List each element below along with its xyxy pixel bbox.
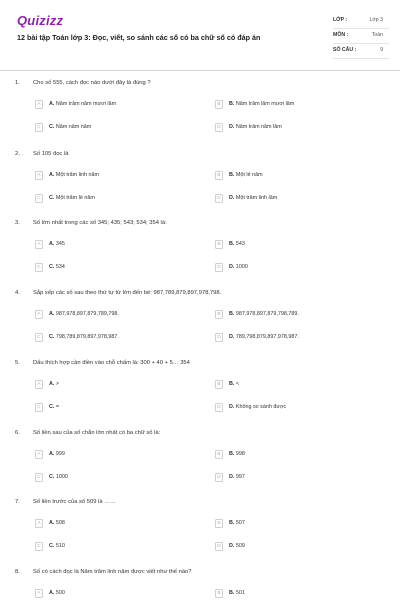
option-text <box>229 101 294 107</box>
question-text: Cho số 555, cách đọc nào dưới đây là đúng ? <box>33 80 151 86</box>
option-key-box: C <box>35 123 43 132</box>
option-key-box: D <box>215 333 223 342</box>
option-text <box>229 264 248 270</box>
option-label: 508 <box>55 520 65 526</box>
question-number: 6. <box>15 430 20 436</box>
option-text <box>49 195 95 201</box>
option-key-box: C <box>35 403 43 412</box>
option-letter: A. <box>49 172 55 178</box>
question-number: 7. <box>15 499 20 505</box>
option-key-box: B <box>215 100 223 109</box>
option-text <box>49 381 59 387</box>
option-text <box>49 404 59 410</box>
meta-value: Lớp 3 <box>369 17 383 23</box>
question-2 <box>0 151 400 211</box>
option-text <box>229 195 277 201</box>
answer-option-a[interactable] <box>35 310 205 323</box>
option-letter: D. <box>229 474 235 480</box>
answer-option-d[interactable] <box>215 542 385 555</box>
answer-option-b[interactable] <box>215 380 385 393</box>
option-key-box: A <box>35 310 43 319</box>
option-label: 798,789,879,897,978,987. <box>55 334 119 340</box>
option-letter: D. <box>229 264 235 270</box>
question-number: 2. <box>15 151 20 157</box>
option-text <box>49 124 91 130</box>
option-label: 987,978,897,879,798,789. <box>235 311 299 317</box>
question-text: Sắp xếp các số sau theo thứ tự từ lớn đến bé: 987,789,879,897,978,798. <box>33 290 222 296</box>
option-key-box: B <box>215 171 223 180</box>
option-letter: B. <box>229 520 235 526</box>
question-8 <box>0 569 400 600</box>
option-key-box: D <box>215 473 223 482</box>
option-label: Năm trăm năm mươi lăm <box>55 101 117 107</box>
meta-label: SỐ CÂU : <box>333 47 357 53</box>
answer-option-d[interactable] <box>215 473 385 486</box>
option-label: Năm trăm lăm mươi lăm <box>235 101 295 107</box>
option-label: 1000 <box>55 474 68 480</box>
question-number: 5. <box>15 360 20 366</box>
option-label: 997 <box>235 474 245 480</box>
option-label: Một lẻ năm <box>235 172 263 178</box>
option-text <box>49 264 65 270</box>
option-text <box>49 172 99 178</box>
option-label: 501 <box>235 590 245 596</box>
option-letter: B. <box>229 381 235 387</box>
option-text <box>49 543 65 549</box>
answer-option-d[interactable] <box>215 194 385 207</box>
option-text <box>49 474 68 480</box>
option-key-box: C <box>35 194 43 203</box>
option-key-box: B <box>215 450 223 459</box>
answer-option-d[interactable] <box>215 263 385 276</box>
question-number: 4. <box>15 290 20 296</box>
answer-option-b[interactable] <box>215 519 385 532</box>
question-text: Số có cách đọc là Năm trăm linh năm được viết như thế nào? <box>33 569 192 575</box>
option-text <box>229 124 282 130</box>
option-key-box: D <box>215 542 223 551</box>
question-text: Số 105 đọc là <box>33 151 69 157</box>
option-label: > <box>55 381 60 387</box>
option-key-box: D <box>215 263 223 272</box>
meta-label: LỚP : <box>333 17 348 23</box>
page-title: 12 bài tập Toán lớp 3: Đọc, viết, so sánh các số có ba chữ số có đáp án <box>17 33 261 42</box>
option-key-box: B <box>215 240 223 249</box>
option-text <box>49 311 119 317</box>
option-text <box>49 590 65 596</box>
meta-row-subject <box>333 29 389 44</box>
option-label: 543 <box>235 241 245 247</box>
answer-option-b[interactable] <box>215 589 385 600</box>
option-label: = <box>55 404 60 410</box>
option-text <box>229 172 263 178</box>
question-text: Số liền sau của số chẵn lớn nhất có ba chữ số là: <box>33 430 161 436</box>
option-text <box>49 451 65 457</box>
answer-option-a[interactable] <box>35 450 205 463</box>
option-key-box: B <box>215 310 223 319</box>
option-text <box>229 334 299 340</box>
quizizz-logo: Quizizz <box>17 13 64 28</box>
option-letter: B. <box>229 590 235 596</box>
option-text <box>229 381 239 387</box>
option-key-box: C <box>35 542 43 551</box>
option-text <box>49 241 65 247</box>
answer-option-a[interactable] <box>35 240 205 253</box>
option-letter: B. <box>229 172 235 178</box>
answer-option-c[interactable] <box>35 333 205 346</box>
option-letter: A. <box>49 241 55 247</box>
option-label: 789,798,879,897,978,987. <box>235 334 299 340</box>
option-text <box>49 101 116 107</box>
option-letter: B. <box>229 451 235 457</box>
option-text <box>229 590 245 596</box>
meta-value: Toán <box>371 32 383 38</box>
answer-option-a[interactable] <box>35 589 205 600</box>
option-letter: D. <box>229 334 235 340</box>
option-key-box: D <box>215 403 223 412</box>
answer-option-b[interactable] <box>215 100 385 113</box>
option-letter: A. <box>49 311 55 317</box>
option-letter: C. <box>49 474 55 480</box>
question-3 <box>0 220 400 280</box>
option-letter: A. <box>49 590 55 596</box>
answer-option-c[interactable] <box>35 403 205 416</box>
option-letter: B. <box>229 311 235 317</box>
option-key-box: D <box>215 194 223 203</box>
answer-option-a[interactable] <box>35 171 205 184</box>
question-number: 8. <box>15 569 20 575</box>
option-label: Năm năm năm <box>55 124 92 130</box>
option-letter: D. <box>229 543 235 549</box>
answer-option-a[interactable] <box>35 519 205 532</box>
option-label: 510 <box>55 543 65 549</box>
option-label: 987,978,897,879,789,798. <box>55 311 119 317</box>
option-letter: C. <box>49 334 55 340</box>
answer-option-d[interactable] <box>215 333 385 346</box>
header <box>0 0 400 66</box>
option-key-box: A <box>35 450 43 459</box>
option-label: Không so sánh được <box>235 404 287 410</box>
question-7 <box>0 499 400 559</box>
option-text <box>49 334 119 340</box>
answer-option-b[interactable] <box>215 450 385 463</box>
option-label: 999 <box>55 451 65 457</box>
question-4 <box>0 290 400 350</box>
option-letter: D. <box>229 195 235 201</box>
option-letter: C. <box>49 264 55 270</box>
option-key-box: B <box>215 380 223 389</box>
question-6 <box>0 430 400 490</box>
option-key-box: B <box>215 589 223 598</box>
option-letter: C. <box>49 124 55 130</box>
option-key-box: C <box>35 333 43 342</box>
meta-row-count <box>333 44 389 59</box>
option-label: < <box>235 381 240 387</box>
meta-label: MÔN : <box>333 32 349 38</box>
option-key-box: A <box>35 380 43 389</box>
option-label: 1000 <box>235 264 248 270</box>
question-text: Dấu thích hợp cần điền vào chỗ chấm là: 300 + 40 + 5… 354 <box>33 360 190 366</box>
option-label: Một trăm linh lăm <box>235 195 278 201</box>
option-key-box: A <box>35 519 43 528</box>
option-letter: A. <box>49 101 55 107</box>
option-label: 534 <box>55 264 65 270</box>
meta-value: 9 <box>380 47 383 53</box>
option-letter: B. <box>229 241 235 247</box>
option-key-box: B <box>215 519 223 528</box>
option-text <box>229 311 299 317</box>
answer-option-a[interactable] <box>35 100 205 113</box>
option-label: 998 <box>235 451 245 457</box>
option-key-box: C <box>35 473 43 482</box>
option-text <box>229 241 245 247</box>
option-letter: C. <box>49 195 55 201</box>
option-text <box>229 404 286 410</box>
option-label: 507 <box>235 520 245 526</box>
option-letter: D. <box>229 124 235 130</box>
option-label: Một trăm linh năm <box>55 172 100 178</box>
question-number: 1. <box>15 80 20 86</box>
option-key-box: D <box>215 123 223 132</box>
option-text <box>229 451 245 457</box>
option-label: Một trăm lẻ năm <box>55 195 95 201</box>
option-label: 509 <box>235 543 245 549</box>
option-key-box: A <box>35 589 43 598</box>
answer-option-c[interactable] <box>35 123 205 136</box>
option-letter: A. <box>49 520 55 526</box>
option-key-box: A <box>35 100 43 109</box>
option-letter: C. <box>49 404 55 410</box>
answer-option-a[interactable] <box>35 380 205 393</box>
question-number: 3. <box>15 220 20 226</box>
option-letter: A. <box>49 381 55 387</box>
answer-option-b[interactable] <box>215 310 385 323</box>
option-text <box>229 520 245 526</box>
question-text: Số lớn nhất trong các số 345; 435; 543; 534; 354 là: <box>33 220 167 226</box>
option-letter: B. <box>229 101 235 107</box>
question-5 <box>0 360 400 420</box>
option-letter: A. <box>49 451 55 457</box>
option-key-box: A <box>35 240 43 249</box>
header-divider <box>0 70 400 71</box>
option-label: 500 <box>55 590 65 596</box>
option-label: 345 <box>55 241 65 247</box>
option-text <box>229 474 245 480</box>
option-text <box>49 520 65 526</box>
meta-table <box>333 14 389 59</box>
option-text <box>229 543 245 549</box>
meta-row-class <box>333 14 389 29</box>
answer-option-c[interactable] <box>35 194 205 207</box>
answer-option-b[interactable] <box>215 240 385 253</box>
option-label: Năm trăm năm lăm <box>235 124 282 130</box>
answer-option-d[interactable] <box>215 123 385 136</box>
answer-option-c[interactable] <box>35 473 205 486</box>
answer-option-d[interactable] <box>215 403 385 416</box>
option-key-box: C <box>35 263 43 272</box>
question-1 <box>0 80 400 140</box>
answer-option-b[interactable] <box>215 171 385 184</box>
option-letter: D. <box>229 404 235 410</box>
answer-option-c[interactable] <box>35 263 205 276</box>
question-text: Số liền trước của số 509 là …… <box>33 499 116 505</box>
option-key-box: A <box>35 171 43 180</box>
answer-option-c[interactable] <box>35 542 205 555</box>
option-letter: C. <box>49 543 55 549</box>
